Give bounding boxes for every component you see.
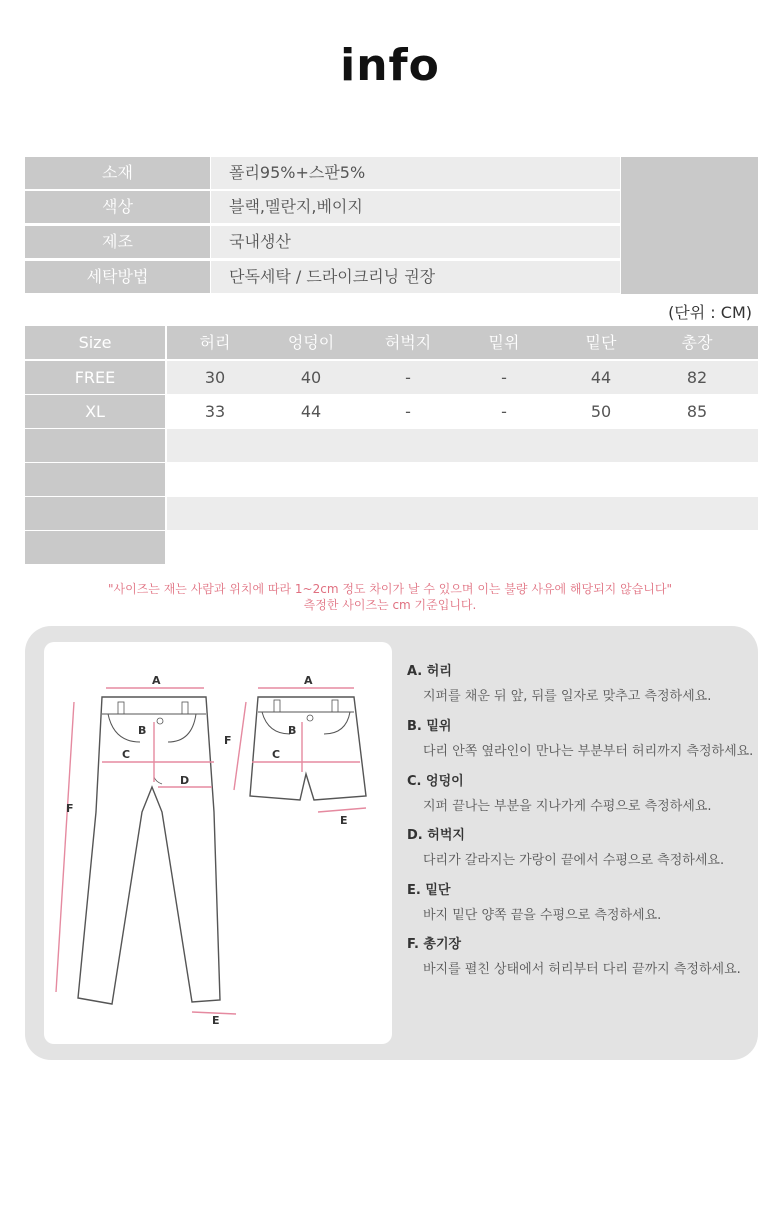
pants-illustration: [44, 642, 392, 1044]
material-value: 폴리95%+스판5%: [211, 157, 620, 189]
measure-label-a: A: [304, 674, 313, 687]
size-cell: 40: [300, 368, 322, 387]
size-name-cell: [25, 463, 165, 496]
table-row: [25, 395, 758, 428]
table-row: [25, 361, 758, 394]
size-header-cell: 허벅지: [384, 333, 432, 352]
size-cell: -: [501, 402, 507, 421]
measure-label-a: A: [152, 674, 161, 687]
size-header-cell: 밑위: [488, 333, 520, 352]
size-name-cell: FREE: [25, 361, 165, 394]
empty-cells: [167, 497, 758, 530]
size-name-cell: [25, 497, 165, 530]
guide-description: 다리 안쪽 옆라인이 만나는 부분부터 허리까지 측정하세요.: [423, 744, 754, 759]
size-cell: 85: [686, 402, 708, 421]
guide-heading: D. 허벅지: [407, 828, 465, 843]
size-name-cell: [25, 429, 165, 462]
guide-item: [407, 660, 711, 704]
size-header-cell: 총장: [681, 333, 713, 352]
material-label: 제조: [25, 226, 210, 258]
guide-description: 지퍼를 채운 뒤 앞, 뒤를 일자로 맞추고 측정하세요.: [423, 689, 712, 704]
table-row: [25, 429, 758, 462]
measure-label-b: B: [138, 724, 147, 737]
size-name-cell: XL: [25, 395, 165, 428]
table-row: [25, 463, 758, 496]
material-value: 단독세탁 / 드라이크리닝 권장: [211, 261, 620, 293]
empty-cells: [167, 429, 758, 462]
measure-label-c: C: [272, 748, 281, 761]
size-cell: -: [405, 402, 411, 421]
guide-heading: F. 총기장: [407, 937, 462, 952]
size-name-cell: [25, 531, 165, 564]
guide-item: [407, 715, 753, 759]
measure-label-d: D: [180, 774, 190, 787]
material-value: 블랙,멜란지,베이지: [211, 191, 620, 223]
empty-cells: [167, 531, 758, 564]
size-cell: 44: [590, 368, 612, 387]
unit-label: (단위 : CM): [668, 303, 752, 322]
pants-diagram: [44, 642, 392, 1044]
measure-label-f: F: [224, 734, 232, 747]
guide-item: [407, 933, 741, 977]
table-row: [25, 497, 758, 530]
guide-description: 바지를 펼친 상태에서 허리부터 다리 끝까지 측정하세요.: [423, 962, 741, 977]
material-value: 국내생산: [211, 226, 620, 258]
guide-description: 다리가 갈라지는 가랑이 끝에서 수평으로 측정하세요.: [423, 853, 725, 868]
size-cell: 82: [686, 368, 708, 387]
table-row: [25, 531, 758, 564]
page-title: info: [340, 40, 440, 91]
size-cell: 33: [204, 402, 226, 421]
guide-heading: B. 밑위: [407, 719, 452, 734]
guide-description: 지퍼 끝나는 부분을 지나가게 수평으로 측정하세요.: [423, 799, 712, 814]
guide-heading: E. 밑단: [407, 883, 451, 898]
size-cell: 30: [204, 368, 226, 387]
guide-item: [407, 824, 724, 868]
guide-heading: A. 허리: [407, 664, 452, 679]
material-label: 세탁방법: [25, 261, 210, 293]
size-unit-note: 측정한 사이즈는 cm 기준입니다.: [303, 598, 477, 612]
empty-cells: [167, 463, 758, 496]
size-header-row: [25, 326, 758, 359]
guide-description: 바지 밑단 양쪽 끝을 수평으로 측정하세요.: [423, 908, 662, 923]
guide-heading: C. 엉덩이: [407, 774, 464, 789]
size-disclaimer: "사이즈는 재는 사람과 위치에 따라 1~2cm 정도 차이가 날 수 있으며 이는 불량 사유에 해당되지 않습니다": [108, 582, 672, 596]
measure-label-e: E: [340, 814, 348, 827]
measure-label-f: F: [66, 802, 74, 815]
size-header-cell: Size: [25, 326, 165, 359]
material-label: 소재: [25, 157, 210, 189]
size-cell: 44: [300, 402, 322, 421]
size-cell: -: [501, 368, 507, 387]
measure-label-e: E: [212, 1014, 220, 1027]
size-header-cell: 밑단: [585, 333, 617, 352]
size-cell: -: [405, 368, 411, 387]
measure-label-c: C: [122, 748, 131, 761]
size-header-cell: 허리: [199, 333, 231, 352]
size-cell: 50: [590, 402, 612, 421]
measure-label-b: B: [288, 724, 297, 737]
guide-item: [407, 879, 661, 923]
material-side-block: [621, 157, 758, 294]
guide-item: [407, 770, 712, 814]
material-label: 색상: [25, 191, 210, 223]
size-header-cell: 엉덩이: [287, 333, 335, 352]
